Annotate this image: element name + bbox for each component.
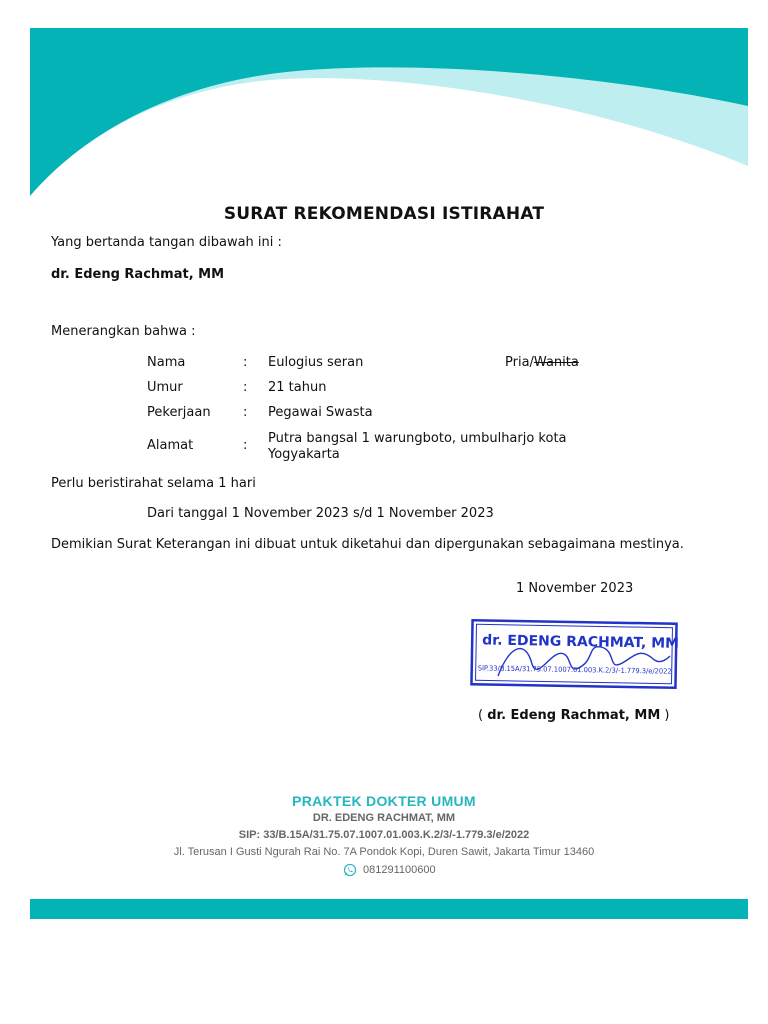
field-value-address-line2: Yogyakarta — [268, 447, 340, 462]
field-sep-occupation: : — [243, 405, 248, 420]
field-label-occupation: Pekerjaan — [147, 405, 211, 420]
field-sep-address: : — [243, 438, 248, 453]
field-sep-name: : — [243, 355, 248, 370]
stamp-name: dr. EDENG RACHMAT, MM — [482, 632, 680, 652]
letter-title: SURAT REKOMENDASI ISTIRAHAT — [223, 204, 545, 224]
footer-phone — [343, 862, 436, 878]
stamp-sip: SIP.33/B.15A/31.75.07.1007.01.003.K.2/3/-1.779.3/e/2022 — [477, 664, 680, 676]
doctor-stamp — [468, 618, 680, 690]
field-label-address: Alamat — [147, 438, 194, 453]
field-label-age: Umur — [147, 380, 183, 395]
gender-female-struck: Wanita — [533, 355, 579, 370]
footer-title: PRAKTEK DOKTER UMUM — [292, 793, 476, 809]
field-sep-age: : — [243, 380, 248, 395]
rest-duration-text: Perlu beristirahat selama 1 hari — [51, 476, 256, 491]
whatsapp-icon — [343, 863, 357, 877]
doctor-name: dr. Edeng Rachmat, MM — [51, 267, 225, 282]
gender-field — [505, 355, 579, 370]
sign-open-paren: ( — [478, 708, 488, 723]
closing-text: Demikian Surat Keterangan ini dibuat untuk diketahui dan dipergunakan sebagaimana mestinya. — [51, 537, 684, 552]
date-range-text: Dari tanggal 1 November 2023 s/d 1 November 2023 — [147, 506, 494, 521]
field-value-name: Eulogius seran — [268, 355, 364, 370]
field-value-occupation: Pegawai Swasta — [268, 405, 373, 420]
signatory — [478, 708, 669, 723]
footer-doctor-name: DR. EDENG RACHMAT, MM — [312, 812, 456, 824]
sign-date: 1 November 2023 — [516, 581, 634, 596]
intro-text: Yang bertanda tangan dibawah ini : — [51, 235, 282, 250]
field-label-name: Nama — [147, 355, 186, 370]
footer-address: Jl. Terusan I Gusti Ngurah Rai No. 7A Pondok Kopi, Duren Sawit, Jakarta Timur 13460 — [173, 846, 595, 858]
header-wave-decoration — [30, 28, 748, 198]
footer-phone-number: 081291100600 — [363, 864, 436, 876]
footer-sip: SIP: 33/B.15A/31.75.07.1007.01.003.K.2/3/-1.779.3/e/2022 — [238, 829, 530, 841]
field-value-age: 21 tahun — [268, 380, 327, 395]
explains-text: Menerangkan bahwa : — [51, 324, 196, 339]
sign-close-paren: ) — [660, 708, 670, 723]
signatory-name: dr. Edeng Rachmat, MM — [487, 708, 661, 723]
footer-bar — [30, 899, 748, 919]
gender-male: Pria/ — [505, 355, 534, 370]
field-value-address-line1: Putra bangsal 1 warungboto, umbulharjo kota — [268, 431, 567, 446]
